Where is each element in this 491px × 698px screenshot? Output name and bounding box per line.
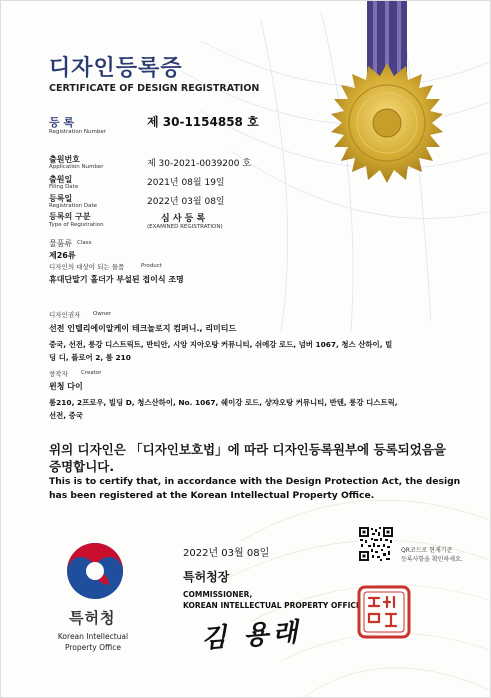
filing-date-label-ko: 출원일 bbox=[49, 175, 73, 184]
registration-type-label-en: Type of Registration bbox=[49, 222, 104, 228]
registration-type-en: (EXAMINED REGISTRATION) bbox=[147, 224, 223, 230]
class-value: 제26류 bbox=[49, 251, 76, 260]
owner-name: 선전 인텔리에이알케이 테크놀로지 컴퍼니., 리미티드 bbox=[49, 324, 237, 333]
creator-address-line-2: 선전, 중국 bbox=[49, 411, 83, 420]
application-label-ko: 출원번호 bbox=[49, 155, 80, 164]
registration-date-label-ko: 등록일 bbox=[49, 194, 73, 203]
certificate-title-ko: 디자인등록증 bbox=[49, 56, 183, 81]
owner-label-en: Owner bbox=[93, 311, 111, 317]
registration-number: 제 30-1154858 호 bbox=[147, 115, 259, 129]
registration-type-label-ko: 등록의 구분 bbox=[49, 212, 91, 221]
issuer-title-en-line-2: KOREAN INTELLECTUAL PROPERTY OFFICE bbox=[183, 601, 362, 610]
qr-note-line-2: 등록사항을 확인하세요. bbox=[401, 556, 463, 563]
owner-label-ko: 디자인권자 bbox=[49, 311, 81, 319]
kipo-name-en-line-1: Korean Intellectual bbox=[57, 632, 129, 641]
issuer-title-en-line-1: COMMISSIONER, bbox=[183, 590, 253, 599]
issuer-signature: 김 용래 bbox=[200, 617, 303, 655]
class-label-ko: 물품류 bbox=[49, 239, 73, 248]
declaration-en-line-1: This is to certify that, in accordance with the Design Protection Act, the design bbox=[49, 476, 461, 487]
registration-label-ko: 등 록 bbox=[49, 116, 75, 129]
creator-label-en: Creator bbox=[81, 370, 102, 376]
owner-address-line-2: 딩 디, 플로어 2, 룸 210 bbox=[49, 353, 131, 362]
kipo-name-ko: 특허청 bbox=[69, 609, 116, 627]
issue-date: 2022년 03월 08일 bbox=[183, 548, 270, 559]
issuer-title-ko: 특허청장 bbox=[183, 570, 230, 584]
registration-date: 2022년 03월 08일 bbox=[147, 197, 225, 207]
product-label-ko: 디자인의 대상이 되는 물품 bbox=[49, 263, 125, 271]
kipo-name-en-line-2: Property Office bbox=[64, 643, 121, 652]
qr-code-icon[interactable] bbox=[358, 526, 394, 562]
class-label-en: Class bbox=[77, 240, 92, 246]
application-number: 제 30-2021-0039200 호 bbox=[147, 159, 252, 169]
registration-type: 심 사 등 록 bbox=[161, 214, 206, 224]
owner-address-line-1: 중국, 선전, 룽강 디스트릭트, 반티안, 시앙 지아오탕 커뮤니티, 쉬에강 로드, 넘버 1067, 청스 산하이, 빌 bbox=[49, 340, 393, 349]
registration-date-label-en: Registration Date bbox=[49, 203, 98, 209]
declaration-ko-line-1: 위의 디자인은 「디자인보호법」에 따라 디자인등록원부에 등록되었음을 bbox=[49, 442, 446, 457]
creator-label-ko: 창작자 bbox=[49, 370, 68, 378]
official-seal-icon bbox=[356, 584, 412, 640]
product-label-en: Product bbox=[141, 263, 162, 269]
certificate-title-en: CERTIFICATE OF DESIGN REGISTRATION bbox=[49, 83, 260, 94]
filing-date-label-en: Filing Date bbox=[49, 184, 79, 190]
declaration-ko-line-2: 증명합니다. bbox=[49, 459, 115, 474]
registration-label-en: Registration Number bbox=[49, 129, 107, 135]
creator-address-line-1: 룸210, 2프로우, 빌딩 D, 청스산하이, No. 1067, 쉐이강 로드, 샹쟈오탕 커뮤니티, 반텐, 룽강 디스트릭, bbox=[49, 398, 398, 407]
filing-date: 2021년 08월 19일 bbox=[147, 178, 225, 188]
creator-name: 윈청 다이 bbox=[49, 382, 83, 391]
qr-note-line-1: QR코드로 현재기준 bbox=[401, 547, 453, 554]
product-value: 휴대단말기 홀더가 부설된 접이식 조명 bbox=[49, 275, 184, 284]
kipo-logo-icon bbox=[65, 541, 125, 601]
application-label-en: Application Number bbox=[49, 164, 104, 170]
declaration-en-line-2: has been registered at the Korean Intellectual Property Office. bbox=[49, 490, 375, 501]
